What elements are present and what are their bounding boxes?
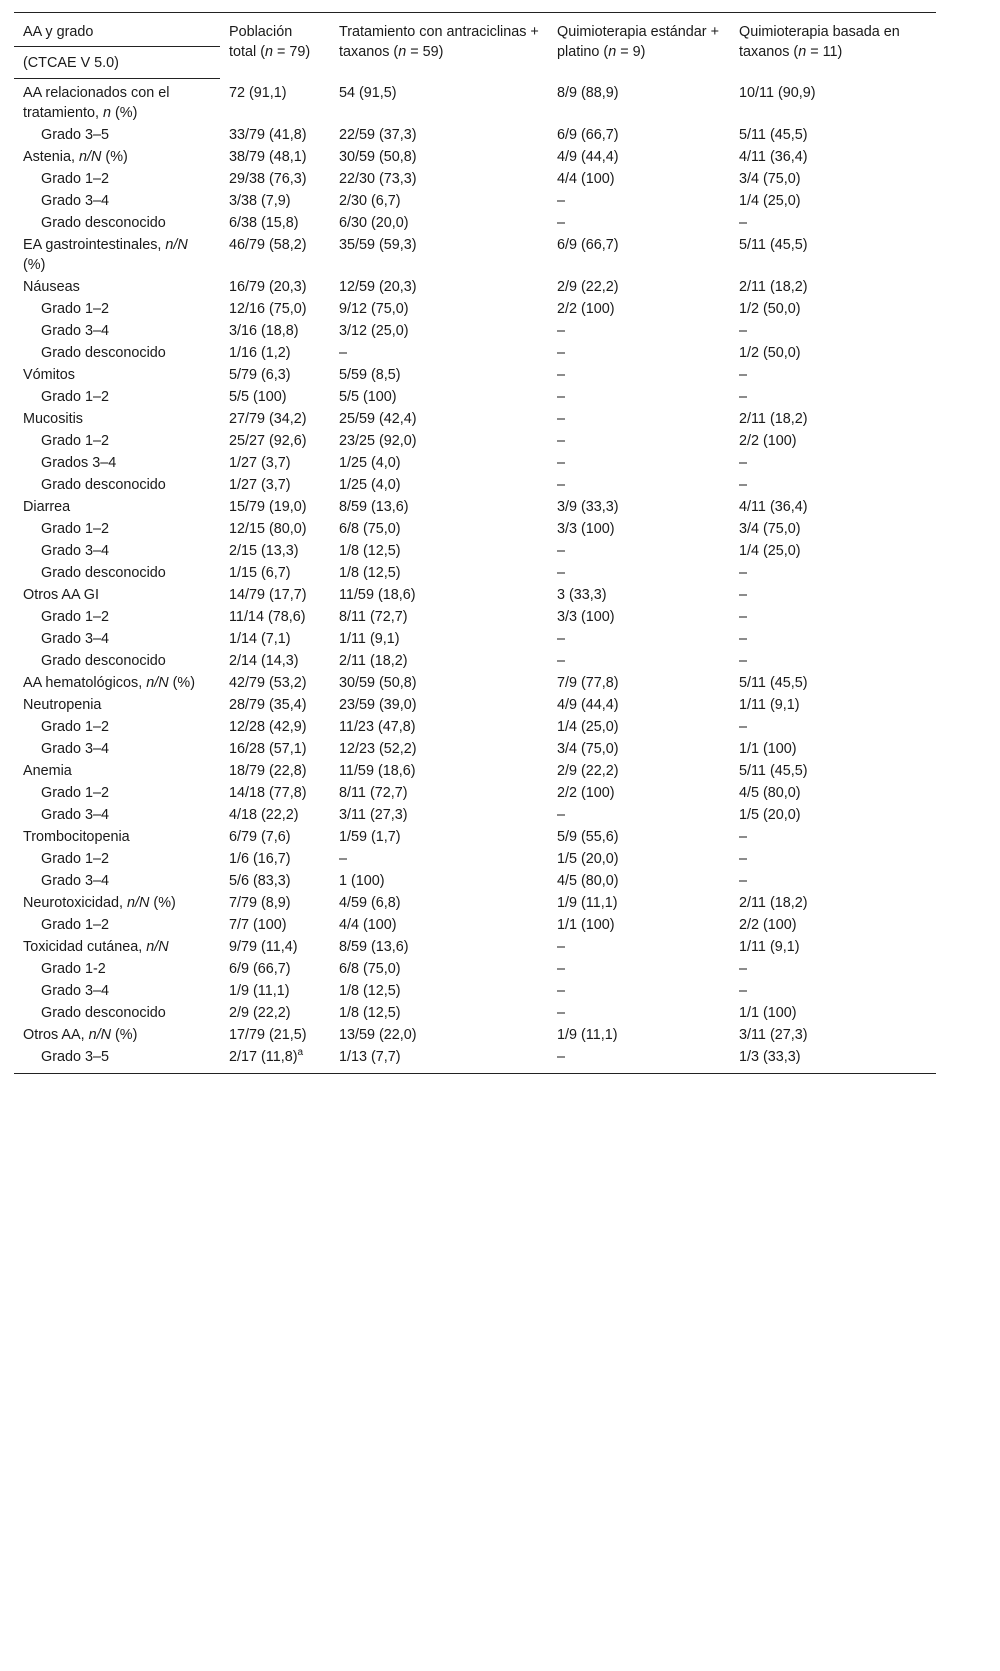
cell-taxane-based: –	[739, 455, 748, 471]
cell-anthracyclines-taxanes: 1/11 (9,1)	[339, 631, 400, 647]
table-row	[14, 958, 936, 980]
cell-total-population: 2/14 (14,3)	[229, 653, 299, 669]
cell-total-population: 27/79 (34,2)	[229, 411, 307, 427]
table-row	[14, 518, 936, 540]
table-row	[14, 79, 936, 125]
row-label: Trombocitopenia	[23, 829, 130, 845]
cell-anthracyclines-taxanes: 8/11 (72,7)	[339, 609, 408, 625]
cell-total-population: 12/16 (75,0)	[229, 301, 307, 317]
row-label: Toxicidad cutánea, n/N	[23, 939, 169, 955]
cell-standard-platinum: –	[548, 1046, 730, 1074]
row-label: Grado 1–2	[41, 301, 110, 317]
adverse-events-table-container	[14, 12, 936, 1074]
cell-standard-platinum: 7/9 (77,8)	[557, 675, 619, 691]
row-label: Grado 1–2	[41, 433, 110, 449]
cell-taxane-based: –	[739, 609, 748, 625]
cell-standard-platinum: 1/1 (100)	[557, 917, 615, 933]
cell-taxane-based: 1/3 (33,3)	[730, 1046, 936, 1074]
cell-anthracyclines-taxanes: 1/8 (12,5)	[339, 1005, 401, 1021]
cell-taxane-based: 3/4 (75,0)	[739, 521, 801, 537]
row-label: Grado 1–2	[41, 719, 110, 735]
table-row	[14, 694, 936, 716]
cell-standard-platinum: –	[557, 807, 566, 823]
row-label: Grado 3–4	[41, 873, 110, 889]
cell-total-population: 2/15 (13,3)	[229, 543, 299, 559]
table-row	[14, 276, 936, 298]
row-label: EA gastrointestinales, n/N (%)	[23, 237, 188, 273]
cell-total-population: 17/79 (21,5)	[229, 1027, 307, 1043]
row-label: AA relacionados con el tratamiento, n (%)	[23, 85, 170, 121]
row-label: Grado 3–5	[14, 1046, 220, 1074]
cell-standard-platinum: 4/5 (80,0)	[557, 873, 619, 889]
cell-total-population: 14/79 (17,7)	[229, 587, 307, 603]
table-row	[14, 672, 936, 694]
cell-taxane-based: –	[739, 323, 748, 339]
cell-standard-platinum: 6/9 (66,7)	[557, 237, 619, 253]
cell-standard-platinum: 2/9 (22,2)	[557, 763, 619, 779]
cell-anthracyclines-taxanes: 8/11 (72,7)	[339, 785, 408, 801]
cell-anthracyclines-taxanes: 22/30 (73,3)	[339, 171, 417, 187]
row-label: Grado 3–4	[41, 543, 110, 559]
cell-standard-platinum: –	[557, 543, 566, 559]
table-row	[14, 650, 936, 672]
table-body	[14, 79, 936, 1074]
row-label: Grado 1–2	[41, 609, 110, 625]
cell-anthracyclines-taxanes: 1/59 (1,7)	[339, 829, 401, 845]
table-row	[14, 386, 936, 408]
cell-total-population: 16/28 (57,1)	[229, 741, 307, 757]
cell-anthracyclines-taxanes: 4/4 (100)	[339, 917, 397, 933]
cell-standard-platinum: 3 (33,3)	[557, 587, 607, 603]
table-row	[14, 364, 936, 386]
table-row	[14, 826, 936, 848]
cell-standard-platinum: 3/3 (100)	[557, 521, 615, 537]
row-label: Grado 3–4	[41, 741, 110, 757]
row-label: Astenia, n/N (%)	[23, 149, 128, 165]
cell-standard-platinum: 6/9 (66,7)	[557, 127, 619, 143]
cell-taxane-based: 10/11 (90,9)	[739, 84, 816, 101]
cell-anthracyclines-taxanes: 23/59 (39,0)	[339, 697, 417, 713]
row-label: Otros AA, n/N (%)	[23, 1027, 138, 1043]
cell-anthracyclines-taxanes: 30/59 (50,8)	[339, 675, 417, 691]
table-row	[14, 716, 936, 738]
cell-standard-platinum: –	[557, 193, 566, 209]
cell-standard-platinum: –	[557, 345, 566, 361]
table-row	[14, 606, 936, 628]
cell-anthracyclines-taxanes: 12/23 (52,2)	[339, 741, 417, 757]
cell-anthracyclines-taxanes: 30/59 (50,8)	[339, 149, 417, 165]
cell-total-population: 38/79 (48,1)	[229, 149, 307, 165]
cell-anthracyclines-taxanes: 1/8 (12,5)	[339, 565, 401, 581]
cell-anthracyclines-taxanes: 4/59 (6,8)	[339, 895, 401, 911]
cell-standard-platinum: –	[557, 455, 566, 471]
cell-taxane-based: 2/11 (18,2)	[739, 895, 808, 911]
cell-standard-platinum: –	[557, 961, 566, 977]
cell-taxane-based: –	[739, 873, 748, 889]
cell-anthracyclines-taxanes: 13/59 (22,0)	[339, 1027, 417, 1043]
cell-standard-platinum: –	[557, 565, 566, 581]
cell-anthracyclines-taxanes: 1/25 (4,0)	[339, 477, 401, 493]
cell-total-population: 4/18 (22,2)	[229, 807, 299, 823]
cell-total-population: 2/17 $(11,8)^a$	[220, 1046, 330, 1074]
cell-standard-platinum: –	[557, 939, 566, 955]
cell-anthracyclines-taxanes: 1/8 (12,5)	[339, 983, 401, 999]
cell-standard-platinum: 2/2 (100)	[557, 301, 615, 317]
cell-taxane-based: 1/4 (25,0)	[739, 193, 801, 209]
cell-total-population: 14/18 (77,8)	[229, 785, 307, 801]
cell-standard-platinum: 5/9 (55,6)	[557, 829, 619, 845]
cell-taxane-based: 2/11 (18,2)	[739, 279, 808, 295]
cell-taxane-based: 5/11 (45,5)	[739, 763, 808, 779]
cell-total-population: 1/15 (6,7)	[229, 565, 291, 581]
row-label: Neutropenia	[23, 697, 102, 713]
cell-taxane-based: –	[739, 565, 748, 581]
cell-total-population: 5/6 (83,3)	[229, 873, 291, 889]
cell-anthracyclines-taxanes: 8/59 (13,6)	[339, 939, 409, 955]
table-row	[14, 1002, 936, 1024]
cell-standard-platinum: 1/9 (11,1)	[557, 1027, 618, 1043]
cell-taxane-based: 2/2 (100)	[739, 433, 797, 449]
cell-total-population: 3/38 (7,9)	[229, 193, 291, 209]
cell-total-population: 12/28 (42,9)	[229, 719, 307, 735]
cell-anthracyclines-taxanes: 11/59 (18,6)	[339, 763, 416, 779]
row-label: Náuseas	[23, 279, 80, 295]
table-row	[14, 914, 936, 936]
cell-anthracyclines-taxanes: –	[339, 851, 348, 867]
cell-total-population: 2/9 (22,2)	[229, 1005, 291, 1021]
table-row	[14, 298, 936, 320]
row-label: Vómitos	[23, 367, 75, 383]
header-taxane-based: Quimioterapia basada en taxanos (n = 11)	[730, 13, 936, 79]
cell-total-population: 12/15 (80,0)	[229, 521, 307, 537]
row-label: Grado 1–2	[41, 917, 110, 933]
table-row	[14, 870, 936, 892]
row-label: Grado 3–5	[41, 127, 110, 143]
table-row	[14, 738, 936, 760]
cell-total-population: 25/27 (92,6)	[229, 433, 307, 449]
cell-taxane-based: 4/11 (36,4)	[739, 499, 808, 515]
cell-anthracyclines-taxanes: 23/25 (92,0)	[339, 433, 417, 449]
cell-taxane-based: –	[739, 719, 748, 735]
cell-standard-platinum: –	[557, 433, 566, 449]
cell-standard-platinum: –	[557, 983, 566, 999]
cell-taxane-based: 1/5 (20,0)	[739, 807, 801, 823]
cell-anthracyclines-taxanes: 3/12 (25,0)	[339, 323, 409, 339]
cell-total-population: 1/27 (3,7)	[229, 477, 291, 493]
table-row	[14, 190, 936, 212]
cell-total-population: 6/38 (15,8)	[229, 215, 299, 231]
header-anthracyclines-taxanes: Tratamiento con antraciclinas + taxanos (n = 59)	[330, 13, 548, 79]
cell-taxane-based: 4/11 (36,4)	[739, 149, 808, 165]
cell-taxane-based: –	[739, 829, 748, 845]
cell-taxane-based: 1/1 (100)	[739, 741, 797, 757]
cell-standard-platinum: 1/9 (11,1)	[557, 895, 618, 911]
table-row	[14, 342, 936, 364]
cell-standard-platinum: –	[557, 215, 566, 231]
table-row	[14, 848, 936, 870]
table-row	[14, 892, 936, 914]
cell-taxane-based: –	[739, 961, 748, 977]
cell-total-population: 9/79 (11,4)	[229, 939, 298, 955]
table-row	[14, 146, 936, 168]
table-row	[14, 804, 936, 826]
cell-standard-platinum: –	[557, 631, 566, 647]
cell-standard-platinum: 2/9 (22,2)	[557, 279, 619, 295]
table-row	[14, 212, 936, 234]
cell-anthracyclines-taxanes: 6/8 (75,0)	[339, 521, 401, 537]
cell-total-population: 6/79 (7,6)	[229, 829, 291, 845]
cell-standard-platinum: –	[557, 653, 566, 669]
row-label: Grado desconocido	[41, 345, 166, 361]
row-label: Grado 3–4	[41, 807, 110, 823]
table-row	[14, 168, 936, 190]
cell-total-population: 42/79 (53,2)	[229, 675, 307, 691]
cell-total-population: 1/27 (3,7)	[229, 455, 291, 471]
table-row	[14, 124, 936, 146]
row-label: Grado 3–4	[41, 193, 110, 209]
cell-anthracyclines-taxanes: 11/23 (47,8)	[339, 719, 416, 735]
table-row	[14, 408, 936, 430]
cell-taxane-based: 3/4 (75,0)	[739, 171, 801, 187]
row-label: Grado desconocido	[41, 215, 166, 231]
cell-anthracyclines-taxanes: 35/59 (59,3)	[339, 237, 417, 253]
cell-standard-platinum: –	[557, 367, 566, 383]
row-label: Grado desconocido	[41, 565, 166, 581]
table-row	[14, 1046, 936, 1074]
cell-standard-platinum: 1/4 (25,0)	[557, 719, 619, 735]
table-row	[14, 320, 936, 342]
cell-standard-platinum: 3/4 (75,0)	[557, 741, 619, 757]
row-label: Grado 3–4	[41, 983, 110, 999]
table-row	[14, 1024, 936, 1046]
cell-anthracyclines-taxanes: 5/59 (8,5)	[339, 367, 401, 383]
cell-taxane-based: 5/11 (45,5)	[739, 127, 808, 143]
table-row	[14, 628, 936, 650]
row-label: Grados 3–4	[41, 455, 117, 471]
cell-anthracyclines-taxanes: –	[339, 345, 348, 361]
cell-anthracyclines-taxanes: 6/8 (75,0)	[339, 961, 401, 977]
cell-taxane-based: 1/4 (25,0)	[739, 543, 801, 559]
cell-taxane-based: –	[739, 215, 748, 231]
cell-standard-platinum: –	[557, 389, 566, 405]
cell-taxane-based: 2/11 (18,2)	[739, 411, 808, 427]
cell-taxane-based: –	[739, 983, 748, 999]
cell-anthracyclines-taxanes: 9/12 (75,0)	[339, 301, 409, 317]
cell-total-population: 16/79 (20,3)	[229, 279, 307, 295]
row-label: Grado desconocido	[41, 1005, 166, 1021]
cell-standard-platinum: –	[557, 411, 566, 427]
row-label: Grado 1–2	[41, 851, 110, 867]
cell-total-population: 28/79 (35,4)	[229, 697, 307, 713]
row-label: Grado desconocido	[41, 653, 166, 669]
cell-anthracyclines-taxanes: 1/8 (12,5)	[339, 543, 401, 559]
cell-total-population: 46/79 (58,2)	[229, 237, 307, 253]
cell-total-population: 33/79 (41,8)	[229, 127, 307, 143]
cell-standard-platinum: 4/9 (44,4)	[557, 697, 619, 713]
table-row	[14, 452, 936, 474]
cell-total-population: 1/9 (11,1)	[229, 983, 290, 999]
cell-taxane-based: 4/5 (80,0)	[739, 785, 801, 801]
cell-total-population: 11/14 (78,6)	[229, 609, 306, 625]
table-row	[14, 496, 936, 518]
table-row	[14, 584, 936, 606]
cell-anthracyclines-taxanes: 6/30 (20,0)	[339, 215, 409, 231]
cell-anthracyclines-taxanes: 5/5 (100)	[339, 389, 397, 405]
cell-total-population: 1/6 (16,7)	[229, 851, 291, 867]
cell-anthracyclines-taxanes: 8/59 (13,6)	[339, 499, 409, 515]
cell-anthracyclines-taxanes: 11/59 (18,6)	[339, 587, 416, 603]
cell-taxane-based: 1/11 (9,1)	[739, 697, 800, 713]
table-row	[14, 540, 936, 562]
header-ctcae-version: (CTCAE V 5.0)	[14, 47, 220, 79]
cell-standard-platinum: –	[557, 323, 566, 339]
cell-total-population: 5/5 (100)	[229, 389, 287, 405]
cell-anthracyclines-taxanes: 12/59 (20,3)	[339, 279, 417, 295]
row-label: Anemia	[23, 763, 72, 779]
cell-standard-platinum: 1/5 (20,0)	[557, 851, 619, 867]
table-row	[14, 430, 936, 452]
cell-taxane-based: –	[739, 367, 748, 383]
cell-standard-platinum: –	[557, 477, 566, 493]
cell-taxane-based: –	[739, 653, 748, 669]
cell-total-population: 3/16 (18,8)	[229, 323, 299, 339]
cell-taxane-based: 2/2 (100)	[739, 917, 797, 933]
cell-taxane-based: 1/1 (100)	[739, 1005, 797, 1021]
cell-total-population: 6/9 (66,7)	[229, 961, 291, 977]
cell-taxane-based: –	[739, 587, 748, 603]
table-row	[14, 936, 936, 958]
header-total-population: Población total (n = 79)	[220, 13, 330, 79]
cell-anthracyclines-taxanes: 2/11 (18,2)	[339, 653, 408, 669]
header-standard-platinum: Quimioterapia estándar + platino (n = 9)	[548, 13, 730, 79]
cell-taxane-based: 5/11 (45,5)	[739, 237, 808, 253]
table-row	[14, 980, 936, 1002]
row-label: Grado 1–2	[41, 785, 110, 801]
cell-anthracyclines-taxanes: 25/59 (42,4)	[339, 411, 417, 427]
cell-taxane-based: –	[739, 389, 748, 405]
cell-standard-platinum: –	[557, 1005, 566, 1021]
cell-taxane-based: 1/2 (50,0)	[739, 345, 801, 361]
cell-standard-platinum: 4/9 (44,4)	[557, 149, 619, 165]
cell-taxane-based: 1/2 (50,0)	[739, 301, 801, 317]
cell-taxane-based: –	[739, 631, 748, 647]
cell-standard-platinum: 2/2 (100)	[557, 785, 615, 801]
table-row	[14, 474, 936, 496]
cell-total-population: 1/14 (7,1)	[229, 631, 291, 647]
cell-anthracyclines-taxanes: 3/11 (27,3)	[339, 807, 408, 823]
cell-total-population: 72 (91,1)	[229, 84, 287, 101]
cell-anthracyclines-taxanes: 22/59 (37,3)	[339, 127, 417, 143]
cell-taxane-based: –	[739, 851, 748, 867]
cell-standard-platinum: 3/9 (33,3)	[557, 499, 619, 515]
row-label: Grado 1–2	[41, 389, 110, 405]
row-label: Grado desconocido	[41, 477, 166, 493]
row-label: Grado 1–2	[41, 171, 110, 187]
adverse-events-table	[14, 12, 936, 1074]
row-label: Grado 1-2	[41, 961, 106, 977]
cell-taxane-based: 1/11 (9,1)	[739, 939, 800, 955]
row-label: Otros AA GI	[23, 587, 99, 603]
cell-total-population: 7/79 (8,9)	[229, 895, 291, 911]
cell-taxane-based: 5/11 (45,5)	[739, 675, 808, 691]
row-label: Grado 3–4	[41, 631, 110, 647]
table-row	[14, 562, 936, 584]
cell-standard-platinum: 4/4 (100)	[557, 171, 615, 187]
cell-anthracyclines-taxanes: 1 (100)	[339, 873, 385, 889]
cell-total-population: 15/79 (19,0)	[229, 499, 307, 515]
cell-anthracyclines-taxanes: 2/30 (6,7)	[339, 193, 401, 209]
cell-standard-platinum: 8/9 (88,9)	[557, 84, 619, 101]
cell-anthracyclines-taxanes: 1/25 (4,0)	[339, 455, 401, 471]
row-label: AA hematológicos, n/N (%)	[23, 675, 195, 691]
cell-total-population: 1/16 (1,2)	[229, 345, 291, 361]
cell-total-population: 7/7 (100)	[229, 917, 287, 933]
cell-taxane-based: 3/11 (27,3)	[739, 1027, 808, 1043]
cell-total-population: 18/79 (22,8)	[229, 763, 307, 779]
row-label: Diarrea	[23, 499, 71, 515]
table-header	[14, 13, 936, 79]
cell-anthracyclines-taxanes: 1/13 (7,7)	[330, 1046, 548, 1074]
table-row	[14, 234, 936, 276]
table-row	[14, 782, 936, 804]
row-label: Mucositis	[23, 411, 83, 427]
row-label: Grado 3–4	[41, 323, 110, 339]
row-label: Neurotoxicidad, n/N (%)	[23, 895, 176, 911]
cell-anthracyclines-taxanes: 54 (91,5)	[339, 84, 397, 101]
cell-taxane-based: –	[739, 477, 748, 493]
cell-total-population: 29/38 (76,3)	[229, 171, 307, 187]
table-row	[14, 760, 936, 782]
row-label: Grado 1–2	[41, 521, 110, 537]
header-ae-grade: AA y grado	[14, 13, 220, 47]
cell-standard-platinum: 3/3 (100)	[557, 609, 615, 625]
footnote-marker: a	[297, 1047, 304, 1059]
cell-total-population: 5/79 (6,3)	[229, 367, 291, 383]
